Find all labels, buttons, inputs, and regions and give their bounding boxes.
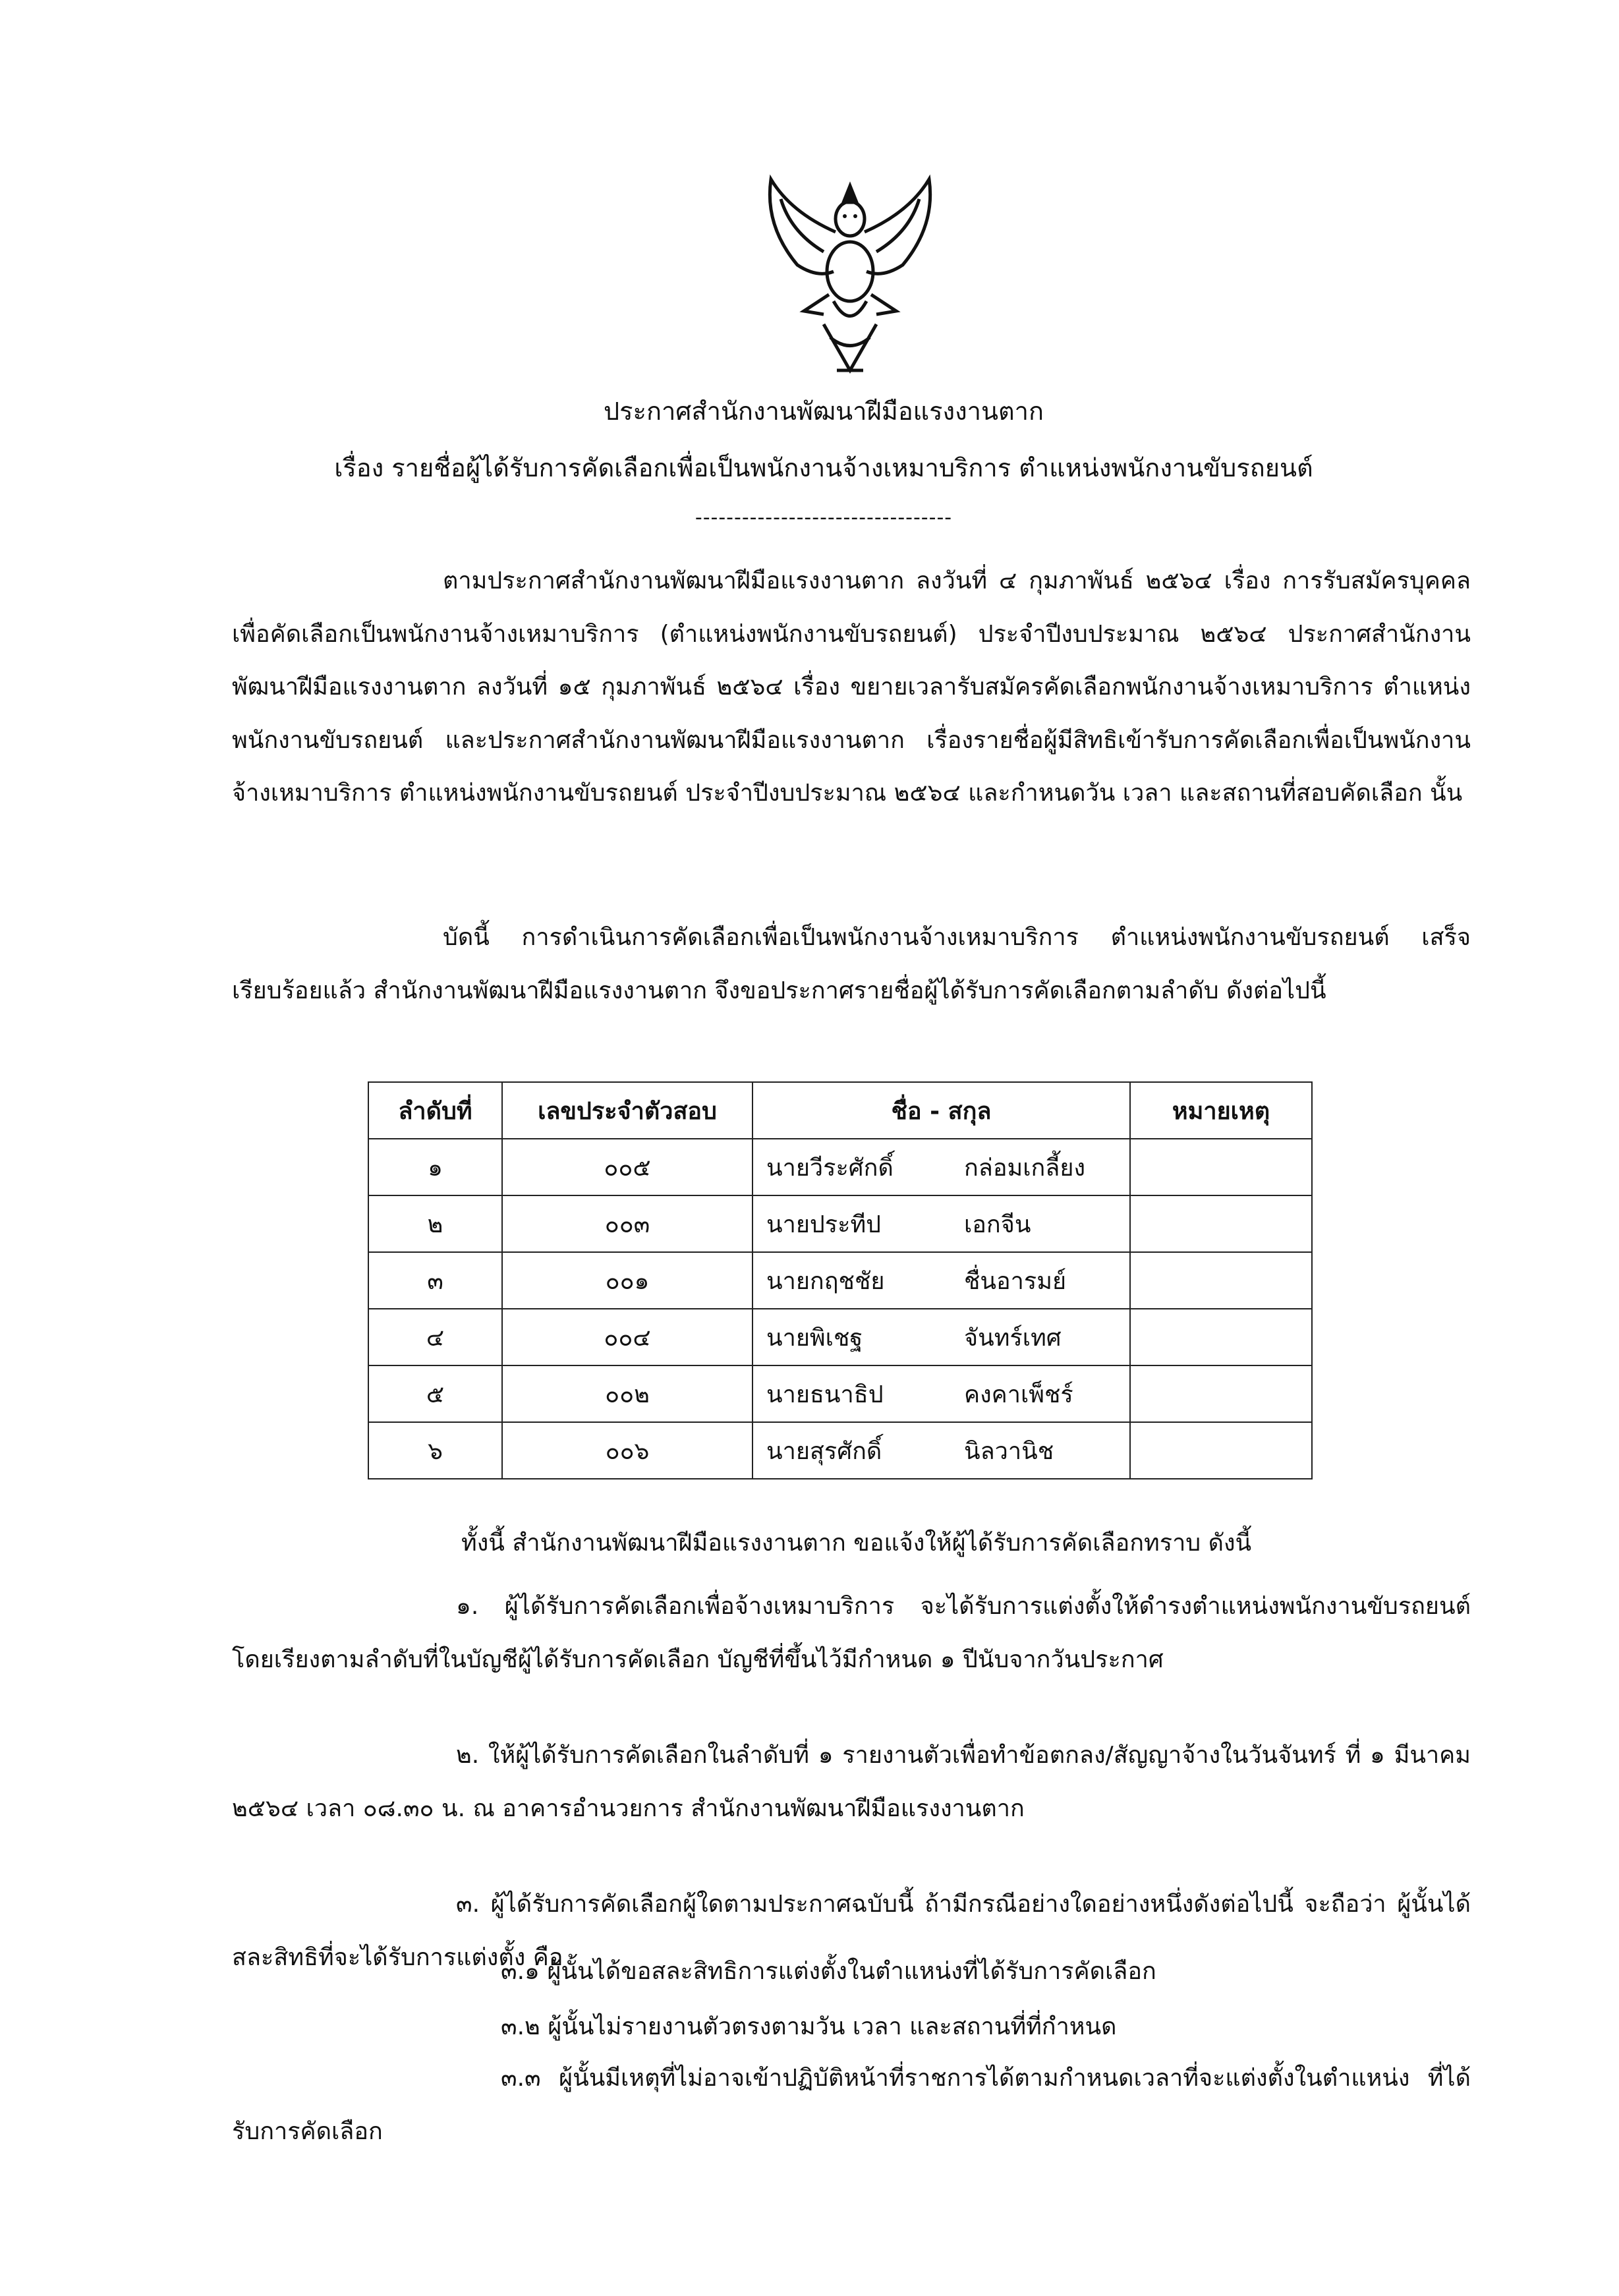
- header-exam-id: เลขประจำตัวสอบ: [502, 1082, 753, 1139]
- last-name: คงคาเพ็ชร์: [964, 1381, 1073, 1408]
- name-cell: [753, 1252, 1130, 1309]
- garuda-emblem-icon: [751, 173, 949, 384]
- notice-item-2: ๒. ให้ผู้ได้รับการคัดเลือกในลำดับที่ ๑ รายงานตัวเพื่อทำข้อตกลง/สัญญาจ้างในวันจันทร์ ที่ ๑ มีนาคม ๒๕๖๔ เวลา ๐๘.๓๐ น. ณ อาคารอำนวยการ สำนักงานพัฒนาฝีมือแรงงานตาก: [232, 1742, 1471, 1822]
- first-name: นายธนาธิป: [766, 1381, 884, 1408]
- note-cell: [1130, 1309, 1312, 1365]
- last-name: นิลวานิช: [964, 1437, 1054, 1465]
- paragraph-result: บัดนี้ การดำเนินการคัดเลือกเพื่อเป็นพนักงานจ้างเหมาบริการ ตำแหน่งพนักงานขับรถยนต์ เสร็จเรียบร้อยแล้ว สำนักงานพัฒนาฝีมือแรงงานตาก จึงขอประกาศรายชื่อผู้ได้รับการคัดเลือกตามลำดับ ดังต่อไปนี้: [232, 924, 1471, 1004]
- note-cell: [1130, 1365, 1312, 1422]
- title-divider: ---------------------------------: [695, 506, 953, 529]
- note-cell: [1130, 1422, 1312, 1479]
- table-row: [368, 1195, 1312, 1252]
- notice-item-3-1: ๓.๑ ผู้นั้นได้ขอสละสิทธิการแต่งตั้งในตำแหน่งที่ได้รับการคัดเลือก: [501, 1958, 1156, 1985]
- order-cell: ๓: [368, 1252, 502, 1309]
- exam-id-cell: ๐๐๔: [502, 1309, 753, 1365]
- header-note: หมายเหตุ: [1130, 1082, 1312, 1139]
- notice-item-1: ๑. ผู้ได้รับการคัดเลือกเพื่อจ้างเหมาบริการ จะได้รับการแต่งตั้งให้ดำรงตำแหน่งพนักงานขับรถยนต์ โดยเรียงตามลำดับที่ในบัญชีผู้ได้รับการคัดเลือก บัญชีที่ขึ้นไว้มีกำหนด ๑ ปีนับจากวันประกาศ: [232, 1593, 1471, 1673]
- note-cell: [1130, 1252, 1312, 1309]
- name-cell: [753, 1365, 1130, 1422]
- table-row: [368, 1422, 1312, 1479]
- order-cell: ๔: [368, 1309, 502, 1365]
- announcement-title: ประกาศสำนักงานพัฒนาฝีมือแรงงานตาก: [604, 397, 1044, 426]
- header-name: ชื่อ - สกุล: [753, 1082, 1130, 1139]
- name-cell: [753, 1422, 1130, 1479]
- table-row: [368, 1309, 1312, 1365]
- notice-intro: ทั้งนี้ สำนักงานพัฒนาฝีมือแรงงานตาก ขอแจ้งให้ผู้ได้รับการคัดเลือกทราบ ดังนี้: [461, 1530, 1252, 1557]
- header-order: ลำดับที่: [368, 1082, 502, 1139]
- first-name: นายกฤชชัย: [766, 1267, 885, 1295]
- exam-id-cell: ๐๐๑: [502, 1252, 753, 1309]
- note-cell: [1130, 1195, 1312, 1252]
- name-cell: [753, 1195, 1130, 1252]
- last-name: กล่อมเกลี้ยง: [964, 1154, 1086, 1182]
- announcement-subject: เรื่อง รายชื่อผู้ได้รับการคัดเลือกเพื่อเป็นพนักงานจ้างเหมาบริการ ตำแหน่งพนักงานขับรถยนต์: [334, 453, 1313, 482]
- order-cell: ๒: [368, 1195, 502, 1252]
- first-name: นายพิเชฐ: [766, 1324, 863, 1352]
- exam-id-cell: ๐๐๒: [502, 1365, 753, 1422]
- last-name: เอกจีน: [964, 1211, 1031, 1238]
- last-name: ชื่นอารมย์: [964, 1267, 1067, 1295]
- notice-item-3: ๓. ผู้ได้รับการคัดเลือกผู้ใดตามประกาศฉบับนี้ ถ้ามีกรณีอย่างใดอย่างหนึ่งดังต่อไปนี้ จะถือว่า ผู้นั้นได้สละสิทธิที่จะได้รับการแต่งตั้ง คือ: [232, 1891, 1471, 1971]
- notice-item-3-3: ๓.๓ ผู้นั้นมีเหตุที่ไม่อาจเข้าปฏิบัติหน้าที่ราชการได้ตามกำหนดเวลาที่จะแต่งตั้งในตำแหน่ง ที่ได้รับการคัดเลือก: [232, 2065, 1471, 2145]
- table-row: [368, 1252, 1312, 1309]
- first-name: นายประทีป: [766, 1211, 882, 1238]
- paragraph-background: ตามประกาศสำนักงานพัฒนาฝีมือแรงงานตาก ลงวันที่ ๔ กุมภาพันธ์ ๒๕๖๔ เรื่อง การรับสมัครบุคคลเพื่อคัดเลือกเป็นพนักงานจ้างเหมาบริการ (ตำแหน่งพนักงานขับรถยนต์) ประจำปีงบประมาณ ๒๕๖๔ ประกาศสำนักงานพัฒนาฝีมือแรงงานตาก ลงวันที่ ๑๕ กุมภาพันธ์ ๒๕๖๔ เรื่อง ขยายเวลารับสมัครคัดเลือกพนักงานจ้างเหมาบริการ ตำแหน่งพนักงานขับรถยนต์ และประกาศสำนักงานพัฒนาฝีมือแรงงานตาก เรื่องรายชื่อผู้มีสิทธิเข้ารับการคัดเลือกเพื่อเป็นพนักงานจ้างเหมาบริการ ตำแหน่งพนักงานขับรถยนต์ ประจำปีงบประมาณ ๒๕๖๔ และกำหนดวัน เวลา และสถานที่สอบคัดเลือก นั้น: [232, 567, 1471, 807]
- table-row: [368, 1365, 1312, 1422]
- last-name: จันทร์เทศ: [964, 1324, 1062, 1352]
- table-header-row: [368, 1082, 1312, 1139]
- note-cell: [1130, 1139, 1312, 1195]
- exam-id-cell: ๐๐๕: [502, 1139, 753, 1195]
- order-cell: ๕: [368, 1365, 502, 1422]
- order-cell: ๑: [368, 1139, 502, 1195]
- first-name: นายวีระศักดิ์: [766, 1154, 894, 1182]
- notice-item-3-2: ๓.๒ ผู้นั้นไม่รายงานตัวตรงตามวัน เวลา และสถานที่ที่กำหนด: [501, 2013, 1117, 2040]
- selected-candidates-table: [368, 1081, 1313, 1479]
- name-cell: [753, 1309, 1130, 1365]
- first-name: นายสุรศักดิ์: [766, 1437, 882, 1465]
- exam-id-cell: ๐๐๖: [502, 1422, 753, 1479]
- exam-id-cell: ๐๐๓: [502, 1195, 753, 1252]
- table-row: [368, 1139, 1312, 1195]
- order-cell: ๖: [368, 1422, 502, 1479]
- name-cell: [753, 1139, 1130, 1195]
